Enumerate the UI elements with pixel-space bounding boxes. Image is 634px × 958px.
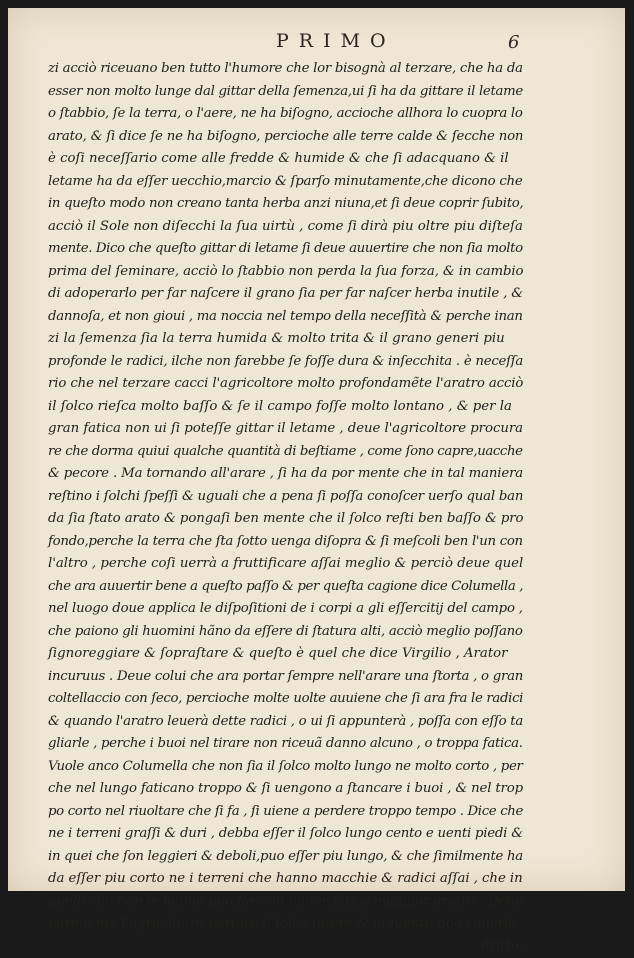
text-line: coltellaccio con ſeco, percioche molte uolte auuiene che ſi ara fra le radici: [48, 688, 523, 711]
text-line: po corto nel riuoltare che ſi fa , ſi uiene a perdere troppo tempo . Dice che: [48, 801, 523, 824]
text-line: fondo,perche la terra che ſta ſotto uenga diſopra & ſi meſcoli ben l'un con: [48, 531, 523, 554]
text-line: & pecore . Ma tornando all'arare , ſi ha da por mente che in tal maniera: [48, 463, 523, 486]
text-line: & quando l'aratro leuerà dette radici , o ui ſi appunterà , poſſa con eſſo ta: [48, 711, 523, 734]
text-line: nel luogo doue applica le diſpoſitioni de i corpi a gli eſſercitij del campo ,: [48, 598, 523, 621]
running-head: PRIMO: [276, 30, 396, 52]
text-line: ne i terreni graſſi & duri , debba eſſer il ſolco lungo cento e uenti piedi &: [48, 823, 523, 846]
text-line: di adoperarlo per far naſcere il grano ſia per far naſcer herba inutile , &: [48, 283, 523, 306]
text-line: Vuole anco Columella che non ſia il ſolco molto lungo ne molto corto , per: [48, 756, 523, 779]
text-line: gran fatica non ui ſi poteſſe gittar il letame , deue l'agricoltore procura: [48, 418, 523, 441]
text-line: da eſſer piu corto ne i terreni che hanno macchie & radici aſſai , che in: [48, 868, 523, 891]
text-line: è coſi neceſſario come alle fredde & humide & che ſi adacquano & il: [48, 148, 523, 171]
page-header: [8, 30, 625, 56]
text-line: in quei che ſon leggieri & deboli,puo eſſer piu lungo, & che ſimilmente ha: [48, 846, 523, 869]
text-line: arato, & ſi dice ſe ne ha biſogno, percioche alle terre calde & ſecche non: [48, 126, 523, 149]
text-line: che paiono gli huomini hãno da eſſere di ſtatura alti, acciò meglio poſſano: [48, 621, 523, 644]
text-line: prima del ſeminare, acciò lo ſtabbio non perda la ſua forza, & in cambio: [48, 261, 523, 284]
text-line: acciò il Sole non diſecchi la ſua uirtù , come ſi dirà piu oltre piu diſteſa: [48, 216, 523, 239]
text-line: che nel lungo faticano troppo & ſi uengono a ſtancare i buoi , & nel trop: [48, 778, 523, 801]
text-line: re che dorma quiui qualche quantità di beſtiame , come ſono capre,uacche: [48, 441, 523, 464]
text-line: da ſia ſtato arato & pongaſi ben mente che il ſolco reſti ben baſſo & pro: [48, 508, 523, 531]
text-line: ſignoreggiare & ſopraſtare & queſto è quel che dice Virgilio , Arator: [48, 643, 523, 666]
body-text: [48, 58, 523, 958]
text-line: quelli che non le hanno puo far con minor fatica maggior aratro . Deue: [48, 891, 523, 914]
text-line: dritto,: [48, 936, 523, 958]
text-line: esser non molto lunge dal gittar della ſemenza,ui ſi ha da gittare il letame: [48, 81, 523, 104]
text-line: il ſolco rieſca molto baſſo & ſe il campo foſſe molto lontano , & per la: [48, 396, 523, 419]
text-line: parimente l'agricoltore portare il ſolco intero & inquanto puo cauarlo: [48, 913, 523, 936]
text-line: l'altro , perche coſi uerrà a fruttificare aſſai meglio & perciò deue quel: [48, 553, 523, 576]
text-line: zi la ſemenza ſia la terra humida & molto trita & il grano generi piu: [48, 328, 523, 351]
text-line: rio che nel terzare cacci l'agricoltore molto profondamẽte l'aratro acciò: [48, 373, 523, 396]
text-line: zi acciò riceuano ben tutto l'humore che lor bisognà al terzare, che ha da: [48, 58, 523, 81]
text-line: in queſto modo non creano tanta herba anzi niuna,et ſi deue coprir ſubito,: [48, 193, 523, 216]
book-page: [8, 8, 625, 891]
text-line: profonde le radici, ilche non farebbe ſe foſſe dura & inſecchita . è neceſſa: [48, 351, 523, 374]
text-line: letame ha da eſſer uecchio,marcio & ſparſo minutamente,che dicono che: [48, 171, 523, 194]
text-line: reſtino i ſolchi ſpeſſi & uguali che a pena ſi poſſa conoſcer uerſo qual ban: [48, 486, 523, 509]
text-line: o ſtabbio, ſe la terra, o l'aere, ne ha biſogno, accioche allhora lo cuopra lo: [48, 103, 523, 126]
text-line: che ara auuertir bene a queſto paſſo & per queſta cagione dice Columella ,: [48, 576, 523, 599]
text-line: incuruus . Deue colui che ara portar ſempre nell'arare una ſtorta , o gran: [48, 666, 523, 689]
text-line: dannoſa, et non gioui , ma noccia nel tempo della neceſſità & perche inan: [48, 306, 523, 329]
text-line: gliarle , perche i buoi nel tirare non riceuã danno alcuno , o troppa fatica.: [48, 733, 523, 756]
page-number: 6: [508, 32, 519, 53]
text-line: mente. Dico che queſto gittar di letame ſi deue auuertire che non ſia molto: [48, 238, 523, 261]
